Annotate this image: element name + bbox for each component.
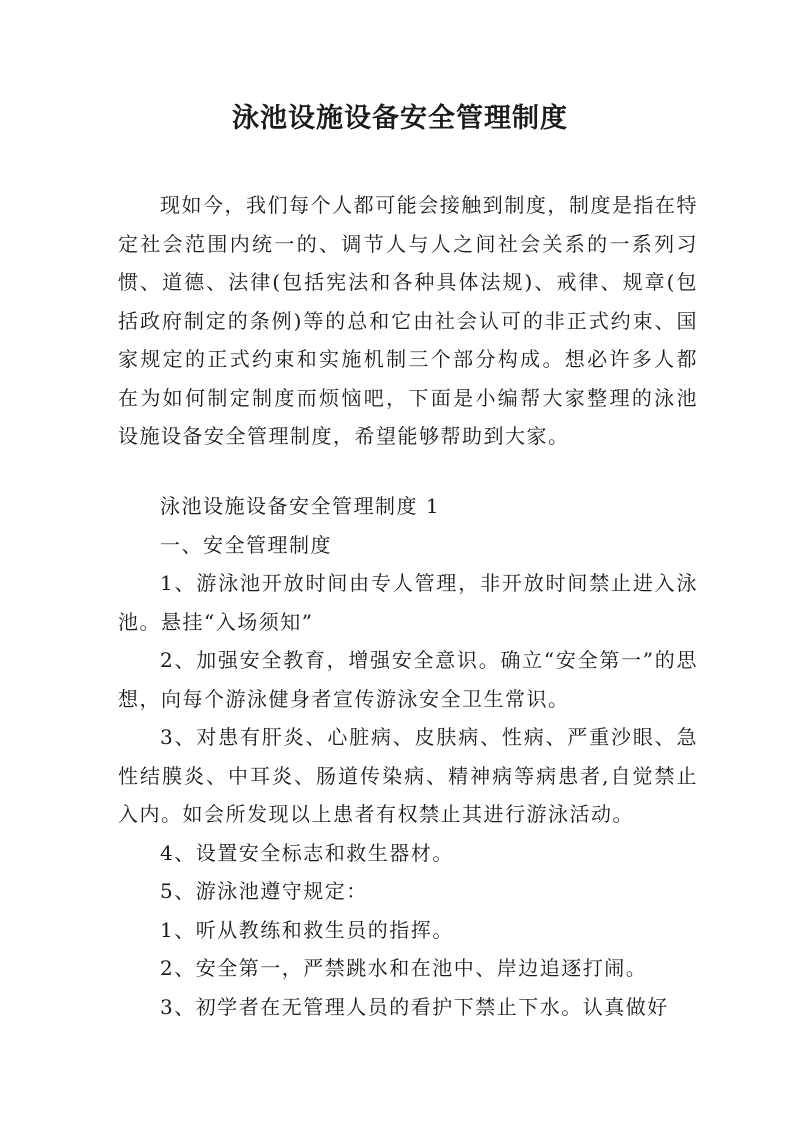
rule-item: 2、安全第一，严禁跳水和在池中、岸边追逐打闹。 — [160, 956, 648, 980]
rule-item: 5、游泳池遵守规定： — [160, 879, 368, 903]
rule-item: 2、加强安全教育，增强安全意识。确立“安全第一”的思想，向每个游泳健身者宣传游泳安全卫生常识。 — [118, 648, 698, 711]
subsection-heading: 一、安全管理制度 — [160, 532, 332, 557]
section-heading: 泳池设施设备安全管理制度 1 — [160, 494, 441, 518]
rule-item: 1、游泳池开放时间由专人管理，非开放时间禁止进入泳池。悬挂“入场须知” — [118, 571, 698, 634]
document-title: 泳池设施设备安全管理制度 — [232, 103, 568, 134]
intro-paragraph: 现如今，我们每个人都可能会接触到制度，制度是指在特定社会范围内统一的、调节人与人之间社会关系的一系列习惯、道德、法律(包括宪法和各种具体法规)、戒律、规章(包括政府制定的条例)等的总和它由社会认可的非正式约束、国家规定的正式约束和实施机制三个部分构成。想必许多人都在为如何制定制度而烦恼吧，下面是小编帮大家整理的泳池设施设备安全管理制度，希望能够帮助到大家。 — [118, 193, 698, 448]
regulation-section — [118, 487, 698, 1026]
rule-item: 1、听从教练和救生员的指挥。 — [160, 917, 454, 942]
rule-item: 3、初学者在无管理人员的看护下禁止下水。认真做好 — [160, 994, 669, 1019]
rule-item: 3、对患有肝炎、心脏病、皮肤病、性病、严重沙眼、急性结膜炎、中耳炎、肠道传染病、精神病等病患者,自觉禁止入内。如会所发现以上患者有权禁止其进行游泳活动。 — [118, 725, 698, 826]
rule-item: 4、设置安全标志和救生器材。 — [160, 840, 454, 865]
